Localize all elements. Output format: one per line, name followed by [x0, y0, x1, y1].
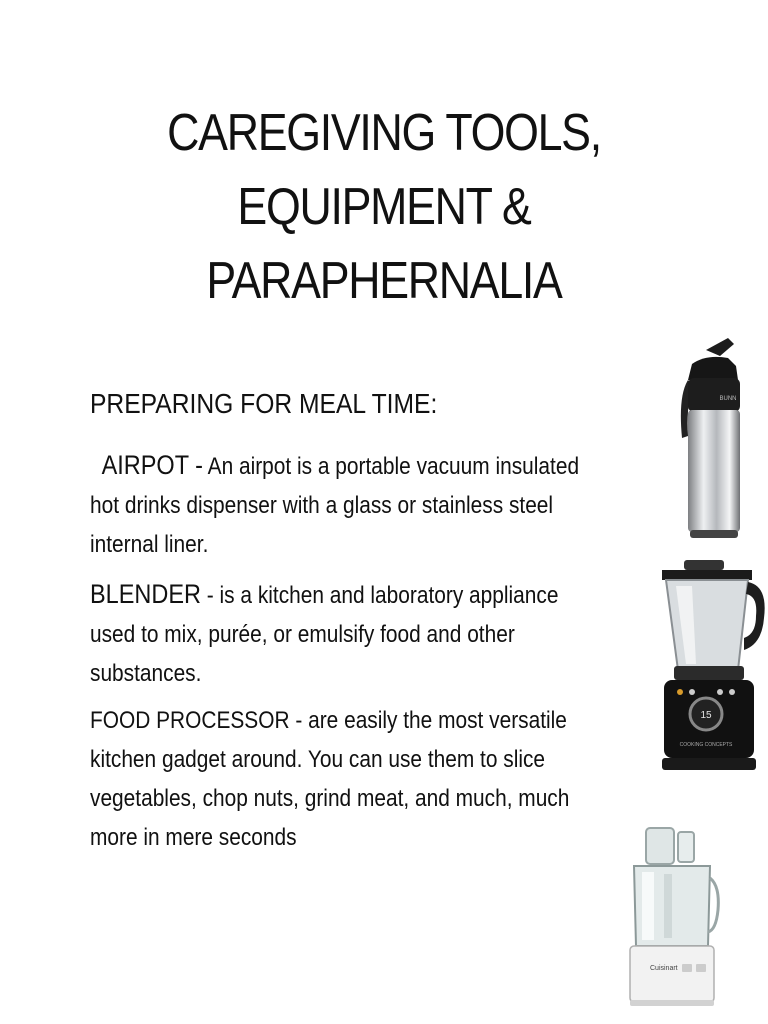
food-processor-image — [624, 826, 720, 1008]
blender-line-3: substances. — [90, 660, 202, 687]
blender-term: BLENDER — [90, 579, 201, 609]
blender-image — [656, 558, 768, 774]
airpot-description — [90, 446, 664, 564]
airpot-term: AIRPOT - — [101, 450, 203, 480]
food-processor-description — [90, 701, 664, 857]
airpot-brand: BUNN — [719, 396, 737, 402]
food-processor-brand: Cuisinart — [650, 965, 678, 972]
food-processor-line-3: vegetables, chop nuts, grind meat, and much, much — [90, 785, 570, 812]
airpot-line-2: hot drinks dispenser with a glass or stainless steel — [90, 492, 554, 519]
title-line-3: PARAPHERNALIA — [206, 252, 562, 310]
blender-brand: COOKING CONCEPTS — [679, 742, 733, 748]
food-processor-line-1: FOOD PROCESSOR - are easily the most versatile — [90, 707, 567, 734]
blender-description — [90, 575, 664, 693]
food-processor-line-4: more in mere seconds — [90, 824, 297, 851]
food-processor-line-2: kitchen gadget around. You can use them to slice — [90, 746, 546, 773]
page-title — [54, 96, 714, 318]
blender-line-1: BLENDER - is a kitchen and laboratory appliance — [90, 579, 559, 609]
blender-line-2: used to mix, purée, or emulsify food and other — [90, 621, 515, 648]
title-line-2: EQUIPMENT & — [237, 178, 531, 236]
airpot-image — [676, 336, 746, 544]
airpot-line-3: internal liner. — [90, 531, 209, 558]
airpot-line-1: AIRPOT - An airpot is a portable vacuum insulated — [101, 450, 580, 480]
section-heading: PREPARING FOR MEAL TIME: — [90, 388, 438, 419]
blender-display: 15 — [700, 710, 712, 721]
title-line-1: CAREGIVING TOOLS, — [167, 104, 601, 162]
